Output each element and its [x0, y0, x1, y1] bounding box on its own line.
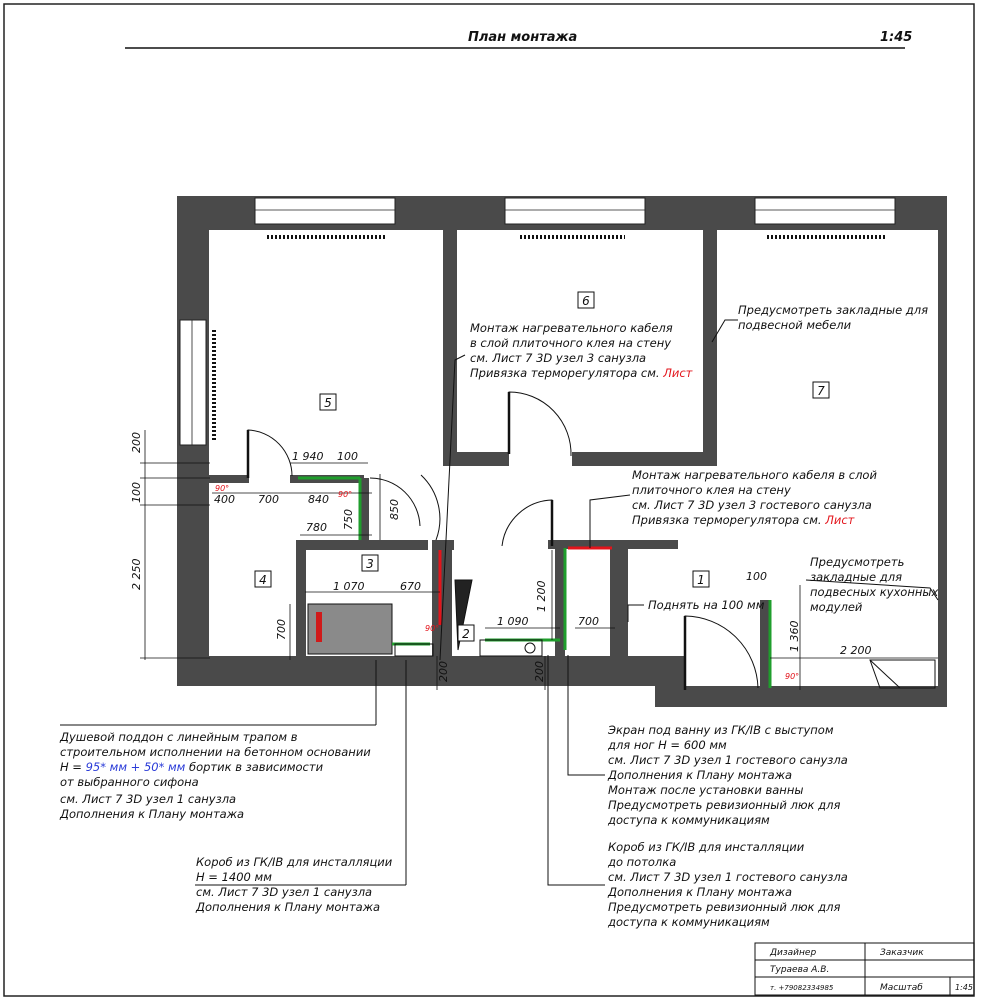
dim-1940: 1 940 — [292, 450, 324, 463]
dim-2250: 2 250 — [130, 558, 143, 590]
note-box-guest-l4: Дополнения к Плану монтажа — [608, 885, 793, 899]
note-furniture7-l1: Предусмотреть закладные для — [738, 303, 929, 317]
note-kitchen-l2: закладные для — [810, 570, 903, 584]
angle-mark: 90° — [425, 624, 440, 633]
room-4-label: 4 — [259, 573, 267, 587]
note-cable6-l2: в слой плиточного клея на стену — [470, 336, 672, 350]
note-box-guest-l6: доступа к коммуникациям — [608, 915, 770, 929]
room-2-label: 2 — [462, 627, 470, 641]
note-screen-l7: доступа к коммуникациям — [608, 813, 770, 827]
dim-100-top: 100 — [337, 450, 358, 463]
note-box-guest-l3: см. Лист 7 3D узел 1 гостевого санузла — [608, 870, 848, 884]
room-6-label: 6 — [582, 294, 590, 308]
designer-name: Тураева А.В. — [770, 965, 830, 975]
room-1-label: 1 — [697, 573, 705, 587]
note-furniture7-l2: подвесной мебели — [738, 318, 852, 332]
dim-1070: 1 070 — [333, 580, 365, 593]
note-shower-l4: от выбранного сифона — [60, 775, 199, 789]
note-box-guest-l1: Короб из ГК/IВ для инсталляции — [608, 840, 805, 854]
angle-mark: 90° — [215, 484, 230, 493]
dim-400: 400 — [214, 493, 235, 506]
linear-drain — [316, 612, 322, 642]
scale-label: Масштаб — [880, 983, 923, 993]
note-kitchen-l3: подвесных кухонных — [810, 585, 939, 599]
note-cable-guest-l4: Привязка терморегулятора см. Лист — [632, 513, 855, 527]
note-box-l3: см. Лист 7 3D узел 1 санузла — [196, 885, 373, 899]
room-7-label: 7 — [817, 384, 825, 398]
note-cable6-l4: Привязка терморегулятора см. Лист — [470, 366, 693, 380]
dim-2200: 2 200 — [840, 644, 872, 657]
dim-1090: 1 090 — [497, 615, 529, 628]
note-cable6-l3: см. Лист 7 3D узел 3 санузла — [470, 351, 647, 365]
note-shower-l5: см. Лист 7 3D узел 1 санузла — [60, 792, 237, 806]
dim-700-left: 700 — [275, 619, 288, 640]
dim-200-b1: 200 — [437, 661, 450, 682]
dim-100-r: 100 — [746, 570, 767, 583]
dim-200-b2: 200 — [533, 661, 546, 682]
note-screen-l5: Монтаж после установки ванны — [608, 783, 804, 797]
room-5-label: 5 — [324, 396, 332, 410]
dim-200-left: 200 — [130, 432, 143, 453]
note-box-l4: Дополнения к Плану монтажа — [196, 900, 381, 914]
note-box-l2: Н = 1400 мм — [196, 870, 272, 884]
note-cable-guest-l3: см. Лист 7 3D узел 3 гостевого санузла — [632, 498, 872, 512]
dim-100-left: 100 — [130, 482, 143, 503]
note-shower-l1: Душевой поддон с линейным трапом в — [60, 730, 298, 744]
dim-670: 670 — [400, 580, 421, 593]
note-kitchen-l1: Предусмотреть — [810, 555, 905, 569]
note-screen-l1: Экран под ванну из ГК/IВ с выступом — [608, 723, 834, 737]
note-screen-l4: Дополнения к Плану монтажа — [608, 768, 793, 782]
dim-700-a: 700 — [258, 493, 279, 506]
note-kitchen-l4: модулей — [810, 600, 863, 614]
room-3-label: 3 — [366, 557, 374, 571]
dim-840: 840 — [308, 493, 329, 506]
designer-label: Дизайнер — [770, 948, 817, 958]
note-cable6-l1: Монтаж нагревательного кабеля — [470, 321, 673, 335]
designer-phone: т. +79082334985 — [770, 984, 834, 992]
angle-mark: 90° — [338, 490, 353, 499]
note-box-guest-l2: до потолка — [608, 855, 677, 869]
note-box-guest-l5: Предусмотреть ревизионный люк для — [608, 900, 841, 914]
sheet-number: 1:45 — [880, 30, 913, 45]
note-screen-l6: Предусмотреть ревизионный люк для — [608, 798, 841, 812]
customer-label: Заказчик — [880, 948, 924, 958]
note-shower-l3: Н = 95* мм + 50* мм бортик в зависимости — [60, 760, 324, 774]
dim-750: 750 — [342, 509, 355, 530]
note-raise: Поднять на 100 мм — [648, 598, 765, 612]
note-screen-l3: см. Лист 7 3D узел 1 гостевого санузла — [608, 753, 848, 767]
angle-mark: 90° — [785, 672, 800, 681]
dim-1360: 1 360 — [788, 620, 801, 652]
note-cable-guest-l2: плиточного клея на стену — [632, 483, 791, 497]
dim-850: 850 — [388, 499, 401, 520]
sheet-title: План монтажа — [468, 30, 578, 45]
dim-700-b: 700 — [578, 615, 599, 628]
note-shower-l2: строительном исполнении на бетонном основании — [60, 745, 371, 759]
dim-1200: 1 200 — [535, 580, 548, 612]
note-shower-l6: Дополнения к Плану монтажа — [60, 807, 245, 821]
note-box-l1: Короб из ГК/IВ для инсталляции — [196, 855, 393, 869]
scale-value: 1:45 — [955, 983, 973, 992]
note-screen-l2: для ног Н = 600 мм — [608, 738, 727, 752]
note-cable-guest-l1: Монтаж нагревательного кабеля в слой — [632, 468, 877, 482]
dim-780: 780 — [306, 521, 327, 534]
